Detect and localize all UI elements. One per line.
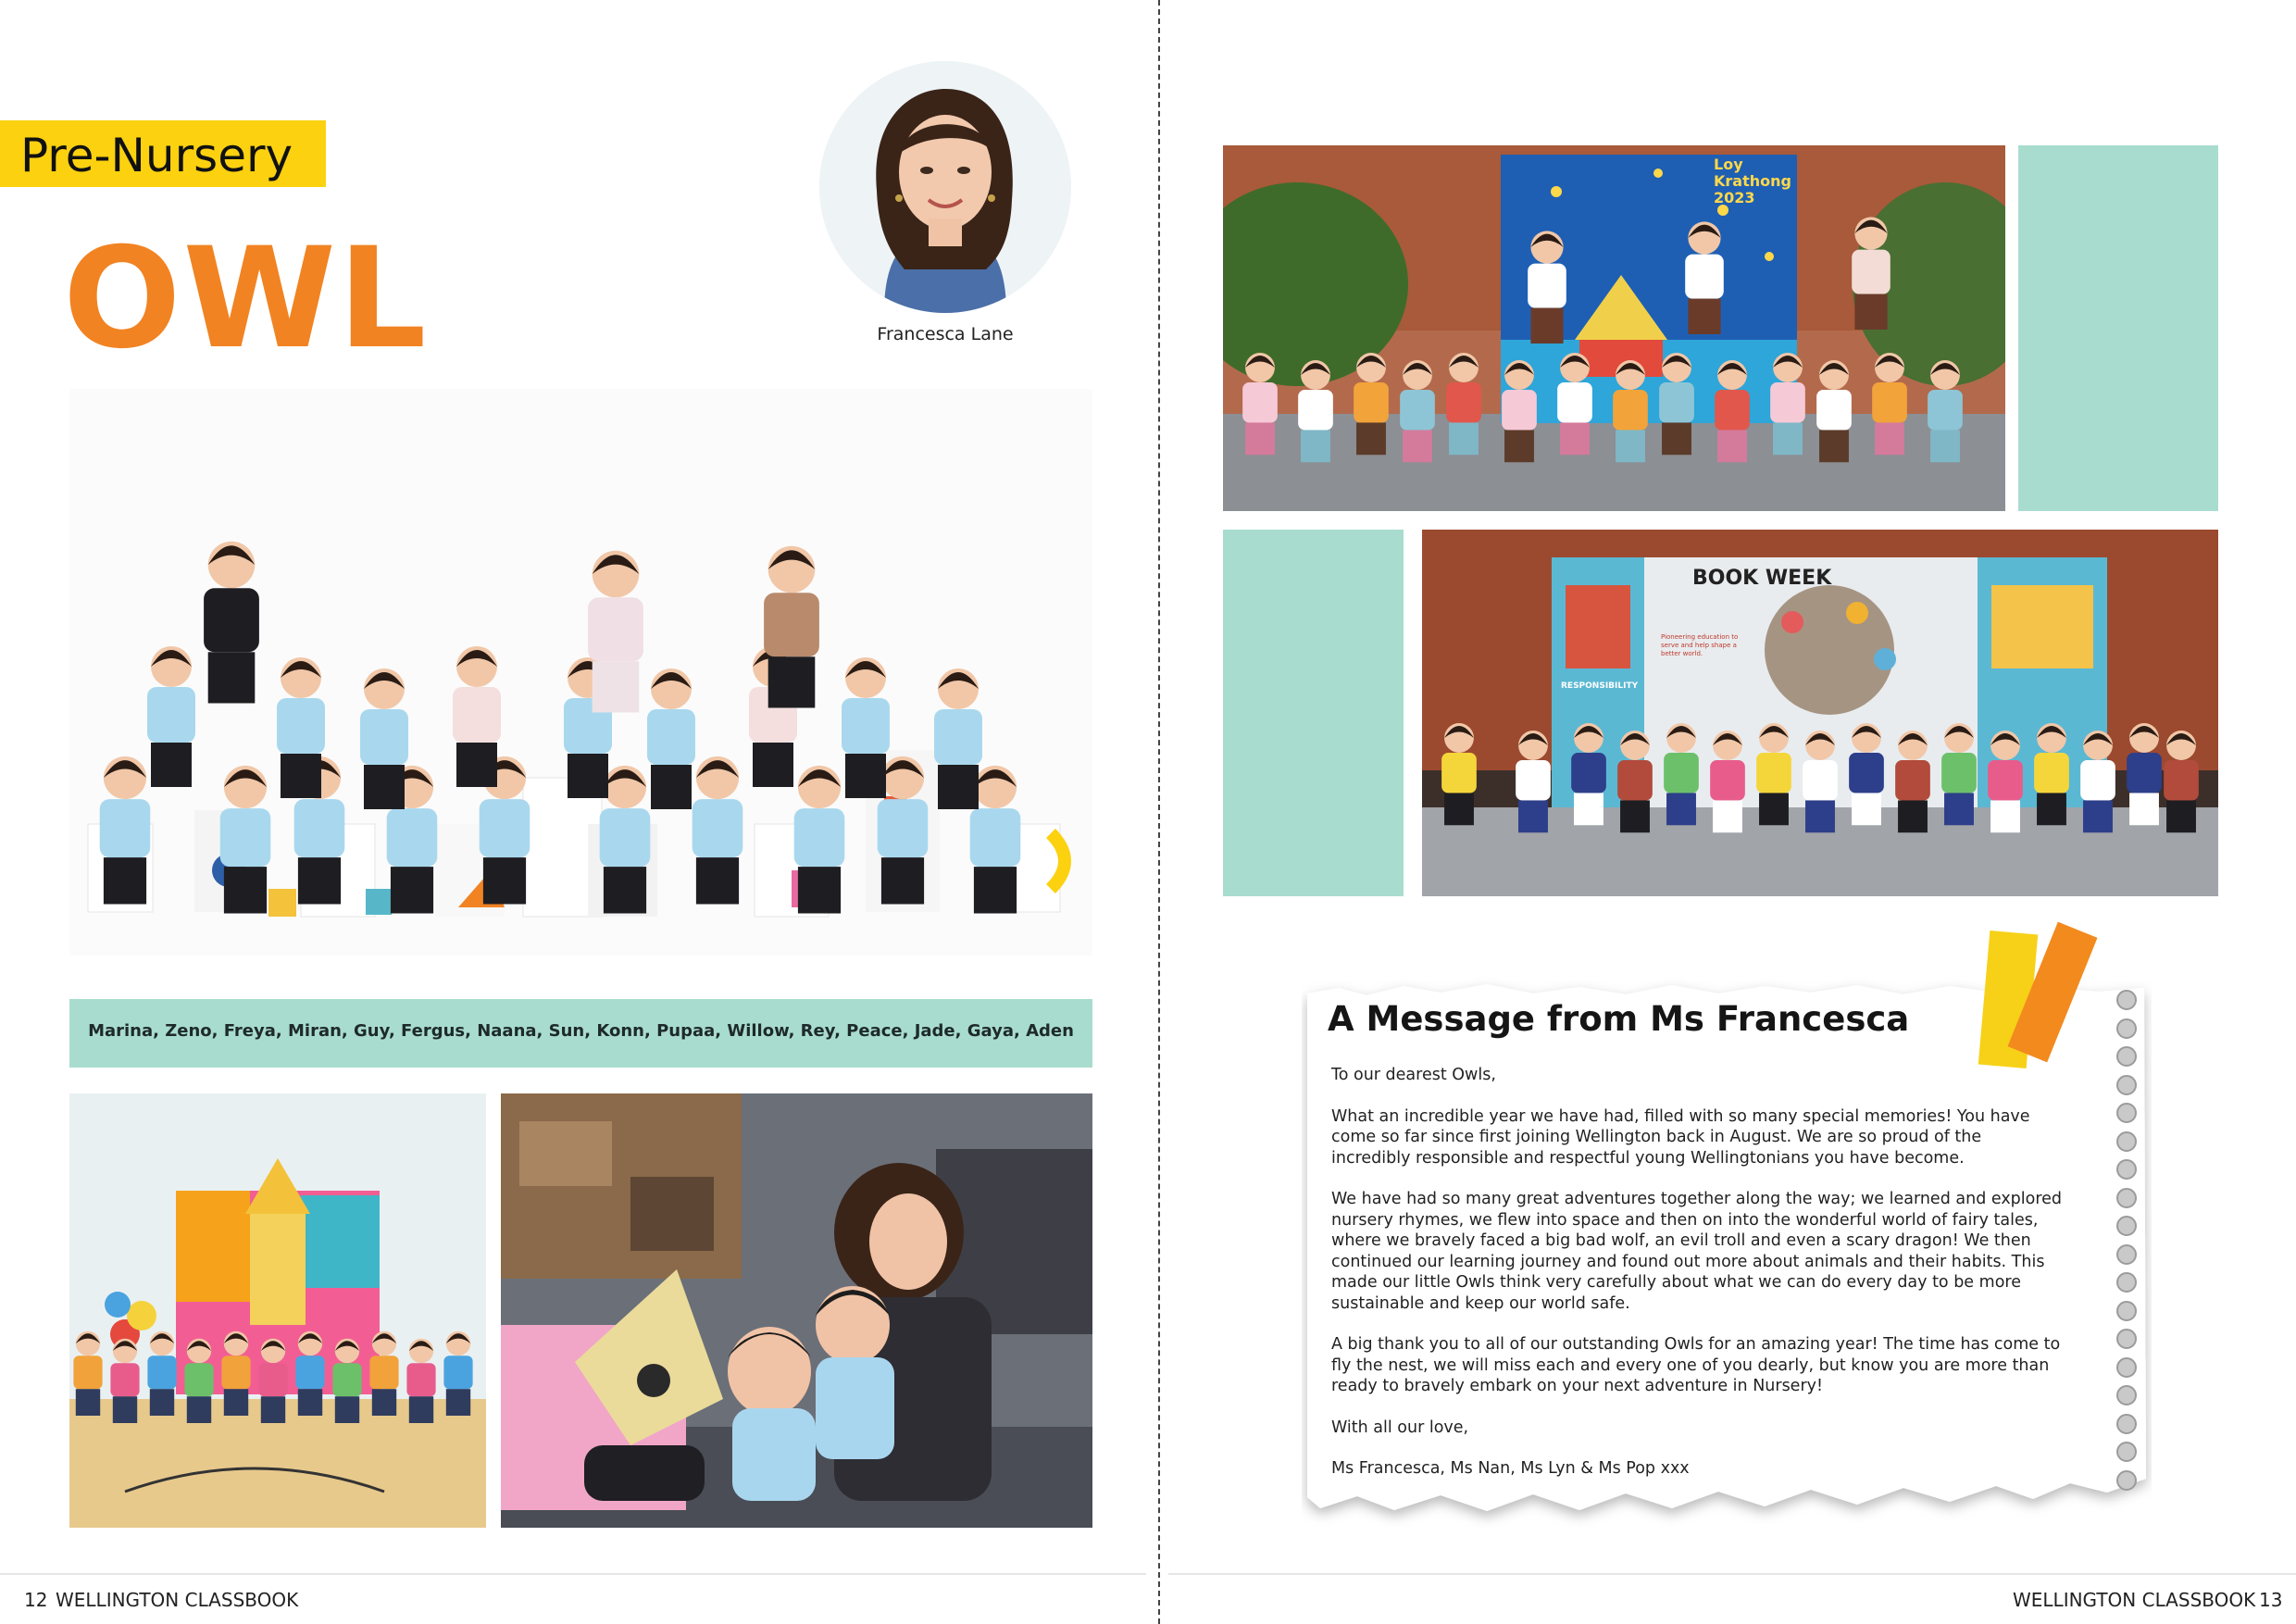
teacher-name-caption: Francesca Lane <box>877 324 1014 344</box>
student-names: Marina, Zeno, Freya, Miran, Guy, Fergus, Naana, Sun, Konn, Pupaa, Willow, Rey, Peace, Jade, Gaya, Aden <box>88 1021 1074 1041</box>
section-tag-label: Pre-Nursery <box>20 129 293 182</box>
teal-block-middle <box>1223 530 1404 896</box>
class-group-photo <box>69 389 1092 956</box>
notebook-ring <box>2116 990 2137 1010</box>
celebration-gym-photo <box>69 1093 486 1528</box>
notebook-ring <box>2116 1131 2137 1152</box>
message-greeting: To our dearest Owls, <box>1331 1066 1496 1084</box>
message-signature: Ms Francesca, Ms Nan, Ms Lyn & Ms Pop xxx <box>1331 1459 1690 1478</box>
notebook-ring <box>2116 1414 2137 1434</box>
notebook-ring <box>2116 1301 2137 1321</box>
message-closing: With all our love, <box>1331 1418 1469 1437</box>
book-week-responsibility-label: RESPONSIBILITY <box>1561 681 1639 691</box>
page-spine <box>1158 0 1160 1624</box>
footer-rule-left <box>0 1573 1146 1575</box>
footer-page-number-left: 12 <box>24 1589 48 1611</box>
loy-krathong-banner-text: Loy Krathong 2023 <box>1714 156 1791 206</box>
footer-page-number-right: 13 <box>2259 1589 2283 1611</box>
notebook-ring <box>2116 1272 2137 1293</box>
message-paragraph-2: We have had so many great adventures together along the way; we learned and explored nursery rhymes, we flew into space and then on into the wonderful world of fairy tales, where we bravely faced a big bad wolf, an evil troll and even a scary dragon! We then continued our learning journey and found out more about animals and their habits. This made our little Owls think very carefully about what we can do every day to be more sustainable and keep our world safe. <box>1331 1190 2063 1313</box>
book-week-tagline: Pioneering education to serve and help shape a better world. <box>1661 633 1739 657</box>
notebook-ring <box>2116 1357 2137 1378</box>
class-title: OWL <box>63 219 429 380</box>
notebook-ring <box>2116 1046 2137 1067</box>
loy-krathong-photo <box>1223 145 2005 511</box>
footer-title-right: WELLINGTON CLASSBOOK <box>2013 1589 2256 1611</box>
notebook-ring <box>2116 1018 2137 1039</box>
notebook-ring <box>2116 1188 2137 1208</box>
teal-block-top <box>2018 145 2218 511</box>
message-body <box>1331 1065 2063 1500</box>
message-paragraph-3: A big thank you to all of our outstanding Owls for an amazing year! The time has come to fly the nest, we will miss each and every one of you dearly, but know you are more than ready to bravely embark on your next adventure in Nursery! <box>1331 1335 2061 1395</box>
message-paragraph-1: What an incredible year we have had, filled with so many special memories! You have come so far since first joining Wellington back in August. We are so proud of the incredibly responsible and respectful young Wellingtonians you have become. <box>1331 1106 2030 1168</box>
book-week-photo <box>1422 530 2218 896</box>
book-week-banner-text: BOOK WEEK <box>1692 567 1832 590</box>
message-title: A Message from Ms Francesca <box>1328 999 1910 1039</box>
story-time-photo <box>501 1093 1092 1528</box>
notebook-ring <box>2116 1385 2137 1405</box>
footer-title-left: WELLINGTON CLASSBOOK <box>56 1589 299 1611</box>
student-names-band <box>69 999 1092 1068</box>
teacher-portrait <box>819 61 1071 313</box>
notebook-ring <box>2116 1329 2137 1349</box>
notebook-ring <box>2116 1470 2137 1491</box>
notebook-ring <box>2116 1103 2137 1123</box>
notebook-ring <box>2116 1244 2137 1265</box>
section-tag <box>0 120 326 187</box>
notebook-ring <box>2116 1159 2137 1180</box>
notebook-ring <box>2116 1075 2137 1095</box>
message-note <box>1302 960 2152 1529</box>
notebook-ring <box>2116 1216 2137 1236</box>
notebook-ring <box>2116 1442 2137 1462</box>
footer-rule-right <box>1168 1573 2296 1575</box>
